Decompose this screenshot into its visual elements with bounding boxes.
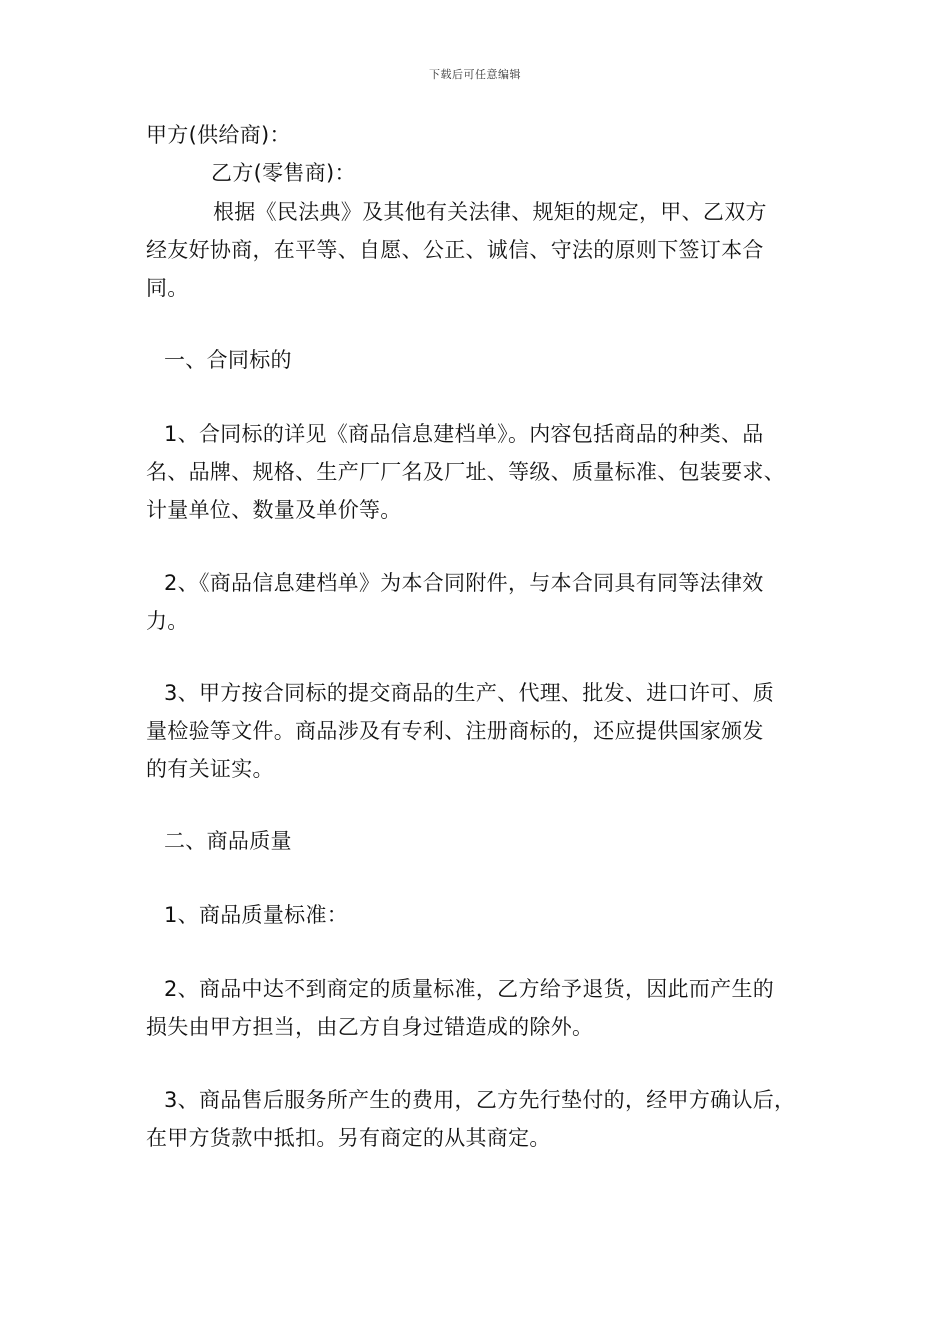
clause-line: 计量单位、数量及单价等。 bbox=[146, 498, 402, 522]
clause-line: 量检验等文件。商品涉及有专利、注册商标的，还应提供国家颁发 bbox=[146, 719, 764, 743]
clause-line: 3、甲方按合同标的提交商品的生产、代理、批发、进口许可、质 bbox=[164, 681, 775, 705]
clause-line: 2、《商品信息建档单》为本合同附件，与本合同具有同等法律效 bbox=[164, 571, 764, 595]
clause-line: 名、品牌、规格、生产厂厂名及厂址、等级、质量标准、包装要求、 bbox=[146, 460, 785, 484]
party-a-label: 甲方(供给商)： bbox=[146, 123, 291, 147]
intro-line: 经友好协商，在平等、自愿、公正、诚信、守法的原则下签订本合 bbox=[146, 238, 764, 262]
clause-line: 3、商品售后服务所产生的费用，乙方先行垫付的，经甲方确认后， bbox=[164, 1088, 796, 1112]
clause-line: 在甲方货款中抵扣。另有商定的从其商定。 bbox=[146, 1126, 551, 1150]
clause-line: 的有关证实。 bbox=[146, 757, 274, 781]
clause-line: 1、商品质量标准： bbox=[164, 903, 349, 927]
clause-line: 2、商品中达不到商定的质量标准，乙方给予退货，因此而产生的 bbox=[164, 977, 775, 1001]
header-note: 下载后可任意编辑 bbox=[429, 68, 521, 81]
intro-line: 同。 bbox=[146, 276, 189, 300]
section-heading: 二、商品质量 bbox=[164, 829, 292, 853]
intro-line: 根据《民法典》及其他有关法律、规矩的规定，甲、乙双方 bbox=[213, 200, 767, 224]
party-b-label: 乙方(零售商)： bbox=[211, 161, 356, 185]
clause-line: 损失由甲方担当，由乙方自身过错造成的除外。 bbox=[146, 1015, 594, 1039]
section-heading: 一、合同标的 bbox=[164, 348, 292, 372]
clause-line: 1、合同标的详见《商品信息建档单》。内容包括商品的种类、品 bbox=[164, 422, 764, 446]
clause-line: 力。 bbox=[146, 609, 189, 633]
